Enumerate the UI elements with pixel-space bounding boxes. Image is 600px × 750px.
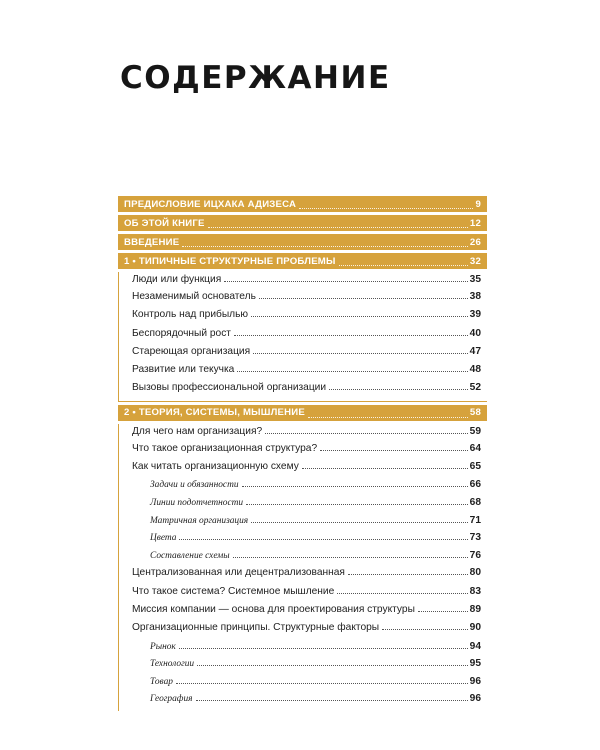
toc-chapter-label: 1 • ТИПИЧНЫЕ СТРУКТУРНЫЕ ПРОБЛЕМЫ	[124, 255, 336, 267]
toc-leader	[308, 408, 468, 418]
toc-entry[interactable]	[119, 328, 487, 346]
page-title: СОДЕРЖАНИЕ	[120, 60, 391, 96]
toc-entry-label: Миссия компании — основа для проектирования структуры	[132, 603, 415, 615]
toc-entry[interactable]	[119, 291, 487, 309]
toc-subentry-label: Цвета	[150, 533, 177, 544]
toc-entry[interactable]	[119, 346, 487, 364]
toc-entry-label: Развитие или текучка	[132, 364, 235, 376]
toc-chapter-2-header[interactable]	[118, 405, 487, 421]
toc-chapter-1-header[interactable]	[118, 253, 487, 269]
toc-subentry-label: Технологии	[150, 659, 195, 670]
toc-entry[interactable]	[119, 461, 487, 479]
toc-entry-label: Беспорядочный рост	[132, 327, 231, 339]
toc-entry-page: 76	[469, 549, 481, 561]
toc-entry-page: 39	[469, 309, 481, 321]
toc-chapter-label: 2 • ТЕОРИЯ, СИСТЕМЫ, МЫШЛЕНИЕ	[124, 407, 305, 419]
toc-subentry[interactable]	[119, 497, 487, 515]
toc-leader	[265, 426, 468, 434]
toc-entry-page: 40	[469, 327, 481, 339]
toc-entry[interactable]	[119, 567, 487, 585]
toc-subentry[interactable]	[119, 532, 487, 550]
toc-leader	[233, 550, 468, 558]
toc-leader	[179, 532, 467, 540]
toc-chapter-page: 58	[469, 407, 481, 419]
toc-entry-page: 35	[469, 274, 481, 285]
toc-subentry-label: Составление схемы	[150, 550, 230, 561]
toc-entry-label: ВВЕДЕНИЕ	[124, 236, 180, 248]
toc-subentry[interactable]	[119, 693, 487, 711]
toc-front-intro[interactable]	[118, 234, 487, 250]
toc-entry-page: 89	[469, 603, 481, 615]
toc-entry[interactable]	[119, 364, 487, 382]
toc-leader	[253, 346, 468, 354]
toc-entry-page: 59	[469, 425, 481, 437]
toc-leader	[176, 676, 468, 684]
toc-leader	[251, 515, 467, 523]
toc-leader	[302, 461, 468, 469]
toc-leader	[418, 604, 468, 612]
toc-entry[interactable]	[119, 586, 487, 604]
toc-entry-label: Централизованная или децентрализованная	[132, 567, 345, 579]
toc-subentry[interactable]	[119, 550, 487, 568]
toc-subentry[interactable]	[119, 641, 487, 659]
table-of-contents	[118, 196, 487, 714]
toc-subentry-label: Задачи и обязанности	[150, 480, 239, 491]
toc-entry-page: 52	[469, 382, 481, 394]
toc-entry[interactable]	[119, 443, 487, 461]
toc-entry-page: 68	[469, 496, 481, 508]
toc-subentry-label: Линии подотчетности	[150, 497, 244, 508]
toc-entry-page: 38	[469, 291, 481, 302]
toc-leader	[196, 693, 468, 701]
toc-leader	[259, 291, 468, 299]
toc-leader	[224, 274, 467, 282]
toc-entry-label: ПРЕДИСЛОВИЕ ИЦХАКА АДИЗЕСА	[124, 198, 297, 210]
toc-entry[interactable]	[119, 272, 487, 291]
toc-chapter-page: 32	[469, 255, 481, 267]
toc-subentry[interactable]	[119, 658, 487, 676]
toc-entry-label: ОБ ЭТОЙ КНИГЕ	[124, 217, 205, 229]
toc-chapter-1-entries	[118, 272, 487, 402]
toc-entry-page: 94	[469, 640, 481, 652]
toc-subentry-label: Рынок	[150, 641, 176, 652]
toc-entry-page: 9	[475, 198, 481, 210]
toc-entry-page: 48	[469, 364, 481, 376]
toc-entry-label: Организационные принципы. Структурные факторы	[132, 622, 380, 634]
toc-entry-page: 71	[469, 514, 481, 526]
toc-chapter-2-entries	[118, 424, 487, 711]
toc-subentry[interactable]	[119, 515, 487, 533]
toc-entry-page: 83	[469, 585, 481, 597]
toc-entry-label: Для чего нам организация?	[132, 425, 263, 437]
toc-leader	[182, 237, 468, 247]
toc-entry-page: 12	[469, 217, 481, 229]
toc-leader	[348, 567, 468, 575]
toc-subentry[interactable]	[119, 479, 487, 497]
toc-entry-label: Что такое система? Системное мышление	[132, 585, 335, 597]
toc-subentry-label: Матричная организация	[150, 515, 249, 526]
toc-entry-label: Стареющая организация	[132, 345, 251, 357]
toc-leader	[339, 256, 468, 266]
toc-entry-label: Незаменимый основатель	[132, 291, 256, 302]
toc-leader	[208, 218, 468, 228]
toc-leader	[382, 622, 468, 630]
toc-subentry[interactable]	[119, 676, 487, 694]
toc-entry[interactable]	[119, 424, 487, 443]
toc-leader	[329, 382, 468, 390]
toc-entry-page: 96	[469, 675, 481, 687]
toc-entry-label: Контроль над прибылью	[132, 309, 249, 321]
toc-entry[interactable]	[119, 604, 487, 622]
toc-entry-page: 66	[469, 479, 481, 491]
toc-entry-page: 65	[469, 461, 481, 473]
toc-leader	[299, 199, 473, 209]
toc-entry-label: Люди или функция	[132, 274, 222, 285]
toc-leader	[237, 364, 467, 372]
toc-entry[interactable]	[119, 382, 487, 400]
toc-entry[interactable]	[119, 622, 487, 640]
toc-leader	[320, 443, 468, 451]
toc-entry-page: 90	[469, 622, 481, 634]
toc-leader	[179, 641, 468, 649]
toc-entry-label: Как читать организационную схему	[132, 461, 299, 473]
toc-entry-page: 64	[469, 442, 481, 454]
toc-leader	[251, 309, 468, 317]
toc-leader	[197, 658, 468, 666]
toc-front-about[interactable]	[118, 215, 487, 231]
toc-leader	[242, 479, 468, 487]
toc-entry-label: Что такое организационная структура?	[132, 442, 318, 454]
toc-leader	[234, 328, 468, 336]
toc-entry-page: 73	[469, 532, 481, 544]
toc-subentry-label: Товар	[150, 676, 173, 687]
toc-entry-page: 80	[469, 567, 481, 579]
toc-entry[interactable]	[119, 309, 487, 327]
toc-entry-label: Вызовы профессиональной организации	[132, 382, 327, 394]
toc-entry-page: 47	[469, 345, 481, 357]
toc-subentry-label: География	[150, 694, 193, 705]
toc-front-preface[interactable]	[118, 196, 487, 212]
toc-entry-page: 26	[469, 236, 481, 248]
toc-entry-page: 96	[469, 693, 481, 705]
toc-leader	[246, 497, 468, 505]
toc-entry-page: 95	[469, 658, 481, 670]
toc-leader	[337, 586, 467, 594]
